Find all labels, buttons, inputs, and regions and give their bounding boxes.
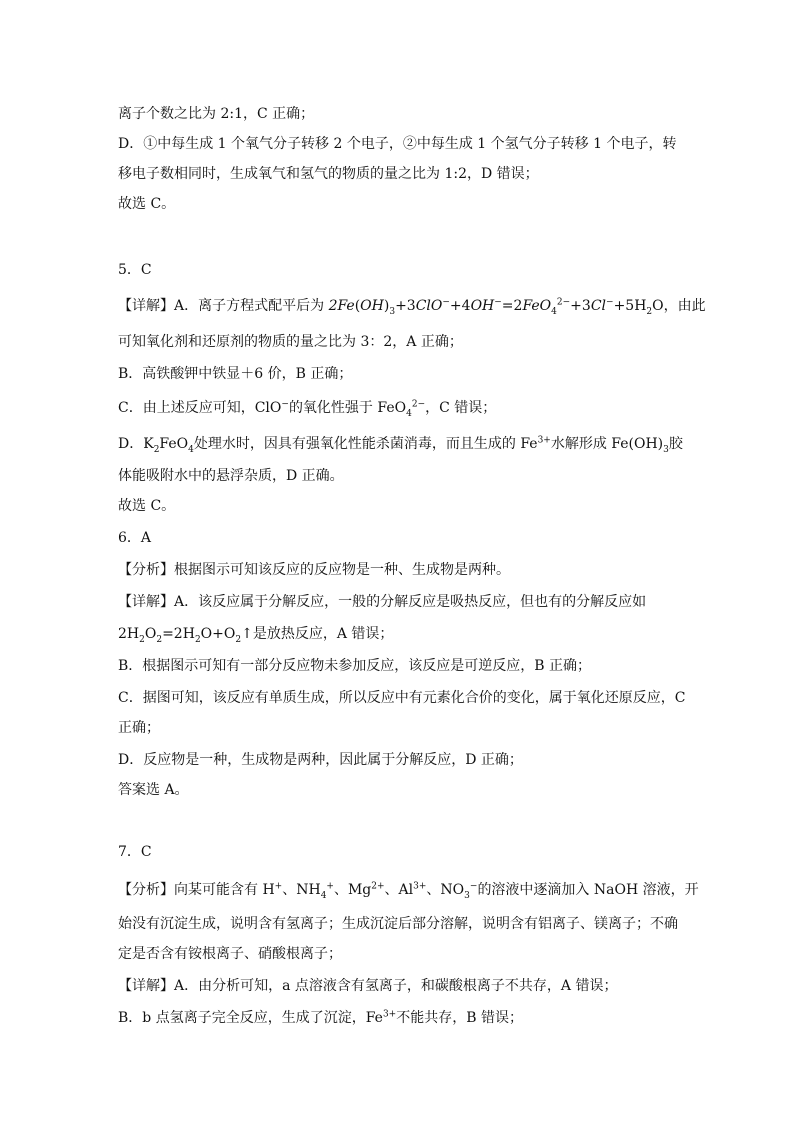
equation-line: $2H_2O_2=2H_2O+O_2↑$是放热反应，A 错误； bbox=[118, 626, 394, 645]
text-line: 可知氧化剂和还原剂的物质的量之比为 3：2，A 正确； bbox=[118, 334, 463, 350]
text-line: D．$K_2FeO_4$处理水时，因具有强氧化性能杀菌消毒，而且生成的 $Fe^{3+}$水解形成 $Fe(OH)_3$胶 bbox=[118, 435, 683, 455]
question-number: 5．C bbox=[118, 262, 152, 278]
question-number: 6．A bbox=[118, 530, 152, 546]
text-line: D．①中每生成 1 个氧气分子转移 2 个电子，②中每生成 1 个氢气分子转移 1 个电子，转 bbox=[118, 136, 677, 152]
text-line: 移电子数相同时，生成氧气和氢气的物质的量之比为 1:2，D 错误； bbox=[118, 166, 539, 182]
text-line: D．反应物是一种，生成物是两种，因此属于分解反应，D 正确； bbox=[118, 752, 523, 768]
text-line: 【分析】向某可能含有 H+、$NH_4^+$、$Mg^{2+}$、$Al^{3+}$、$NO_3^-$的溶液中逐滴加入 NaOH 溶液，开 bbox=[118, 881, 699, 901]
text-line: B．b 点氢离子完全反应，生成了沉淀，$Fe^{3+}$不能共存，B 错误； bbox=[118, 1009, 523, 1026]
text-line: 【详解】A．由分析可知，a 点溶液含有氢离子，和碳酸根离子不共存，A 错误； bbox=[118, 978, 618, 994]
text-line: 体能吸附水中的悬浮杂质，D 正确。 bbox=[118, 468, 344, 484]
text-line: 【详解】A．该反应属于分解反应，一般的分解反应是吸热反应，但也有的分解反应如 bbox=[118, 594, 647, 610]
text-line: 定是否含有铵根离子、硝酸根离子； bbox=[118, 946, 342, 962]
question-number: 7．C bbox=[118, 844, 152, 860]
text-line: B．高铁酸钾中铁显＋6 价，B 正确； bbox=[118, 366, 353, 382]
text-line: 离子个数之比为 2:1，C 正确； bbox=[118, 106, 315, 122]
text-line: 故选 C。 bbox=[118, 498, 176, 514]
equation-line: 【详解】A．离子方程式配平后为 $2Fe(OH)_3+3ClO^-+4OH^-=2FeO_4^{2-}+3Cl^-+5H_2O$，由此 bbox=[118, 297, 706, 317]
text-line: C．由上述反应可知，ClO−的氧化性强于 FeO$_4^{2-}$，C 错误； bbox=[118, 399, 497, 419]
text-line: 故选 C。 bbox=[118, 196, 176, 212]
text-line: 【分析】根据图示可知该反应的反应物是一种、生成物是两种。 bbox=[118, 562, 510, 578]
text-line: C．据图可知，该反应有单质生成，所以反应中有元素化合价的变化，属于氧化还原反应，C bbox=[118, 690, 686, 706]
text-line: 始没有沉淀生成，说明含有氢离子；生成沉淀后部分溶解，说明含有铝离子、镁离子；不确 bbox=[118, 916, 678, 932]
text-line: 正确； bbox=[118, 720, 160, 736]
text-line: 答案选 A。 bbox=[118, 782, 189, 798]
text-line: B．根据图示可知有一部分反应物未参加反应，该反应是可逆反应，B 正确； bbox=[118, 658, 592, 674]
